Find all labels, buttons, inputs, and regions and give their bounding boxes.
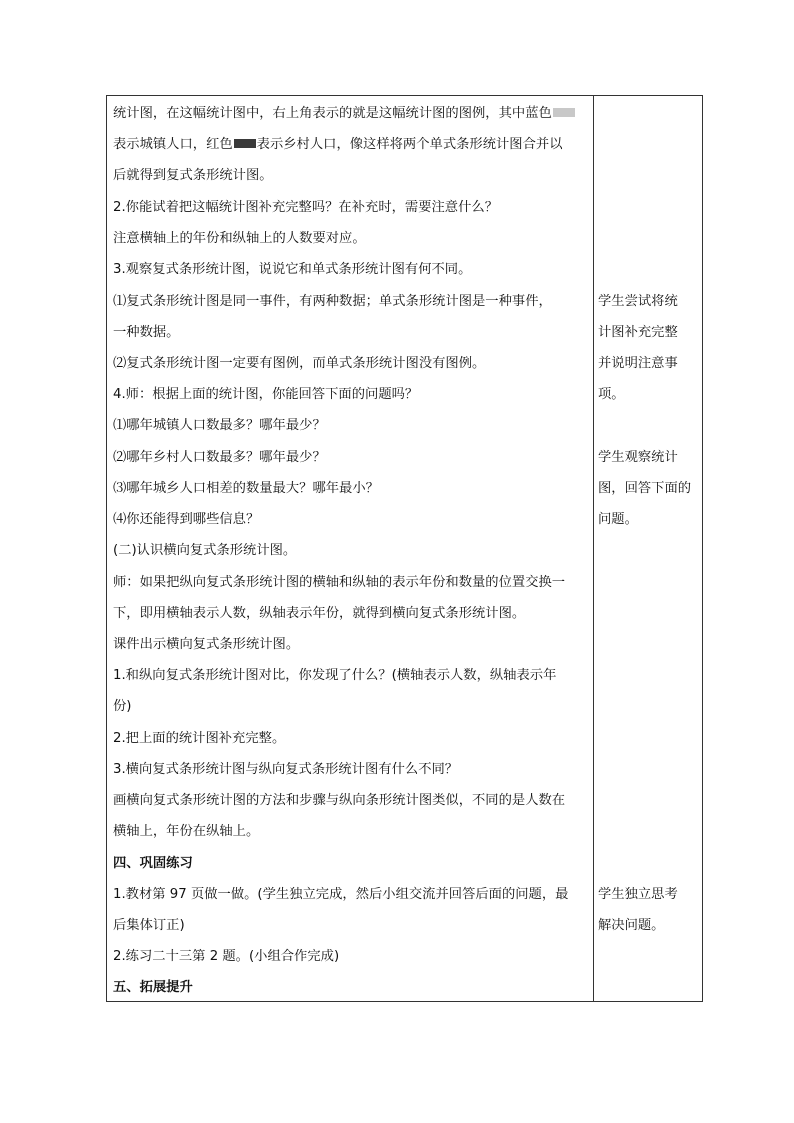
text-line: ⑶哪年城乡人口相差的数量最大？哪年最小？: [113, 481, 379, 496]
text-line: 3.横向复式条形统计图与纵向复式条形统计图有什么不同？: [113, 762, 459, 777]
section-heading: (二)认识横向复式条形统计图。: [113, 543, 297, 558]
text-line: 画横向复式条形统计图的方法和步骤与纵向条形统计图类似，不同的是人数在: [113, 793, 566, 808]
text-line: 注意横轴上的年份和纵轴上的人数要对应。: [113, 231, 366, 246]
lesson-table: [106, 95, 703, 1002]
section-heading: 四、巩固练习: [113, 856, 193, 871]
text-line: 统计图，在这幅统计图中，右上角表示的就是这幅统计图的图例，其中蓝色: [113, 104, 576, 124]
text-line: 4.师：根据上面的统计图，你能回答下面的问题吗？: [113, 387, 419, 402]
text-line: ⑴复式条形统计图是同一事件，有两种数据；单式条形统计图是一种事件，: [113, 294, 552, 309]
text-line: 图，回答下面的: [598, 481, 692, 496]
text-line: 学生观察统计: [598, 450, 678, 465]
text-line: 并说明注意事: [598, 356, 678, 371]
text-line: 学生独立思考: [598, 887, 678, 902]
legend-swatch-blue: [553, 108, 575, 117]
text-line: ⑷你还能得到哪些信息？: [113, 512, 260, 527]
text-line: 1.教材第 97 页做一做。(学生独立完成，然后小组交流并回答后面的问题，最: [113, 887, 569, 902]
column-divider: [593, 96, 594, 1001]
text-line: 横轴上，年份在纵轴上。: [113, 824, 260, 839]
text-line: 后就得到复式条形统计图。: [113, 168, 273, 183]
text-line: 课件出示横向复式条形统计图。: [113, 637, 300, 652]
text-line: 3.观察复式条形统计图，说说它和单式条形统计图有何不同。: [113, 262, 472, 277]
section-heading: 五、拓展提升: [113, 980, 193, 995]
text-line: 份): [113, 699, 132, 714]
text-line: 计图补充完整: [598, 325, 678, 340]
legend-swatch-red: [234, 139, 256, 148]
text-line: 下，即用横轴表示人数，纵轴表示年份，就得到横向复式条形统计图。: [113, 606, 526, 621]
text-line: 2.把上面的统计图补充完整。: [113, 731, 286, 746]
text-line: ⑵哪年乡村人口数最多？哪年最少？: [113, 450, 326, 465]
text-line: 项。: [598, 387, 625, 402]
text-line: 2.练习二十三第 2 题。(小组合作完成): [113, 949, 340, 964]
text-line: 学生尝试将统: [598, 294, 678, 309]
text-line: 2.你能试着把这幅统计图补充完整吗？在补充时，需要注意什么？: [113, 200, 498, 215]
text-line: ⑴哪年城镇人口数最多？哪年最少？: [113, 418, 326, 433]
text-line: 表示城镇人口，红色 表示乡村人口，像这样将两个单式条形统计图合并以: [113, 137, 563, 152]
text-line: ⑵复式条形统计图一定要有图例，而单式条形统计图没有图例。: [113, 356, 486, 371]
text-line: 1.和纵向复式条形统计图对比，你发现了什么？(横轴表示人数，纵轴表示年: [113, 668, 557, 683]
text-line: 师：如果把纵向复式条形统计图的横轴和纵轴的表示年份和数量的位置交换一: [113, 575, 566, 590]
text-line: 后集体订正): [113, 918, 185, 933]
text-line: 一种数据。: [113, 325, 180, 340]
text-line: 问题。: [598, 512, 638, 527]
text-line: 解决问题。: [598, 918, 665, 933]
